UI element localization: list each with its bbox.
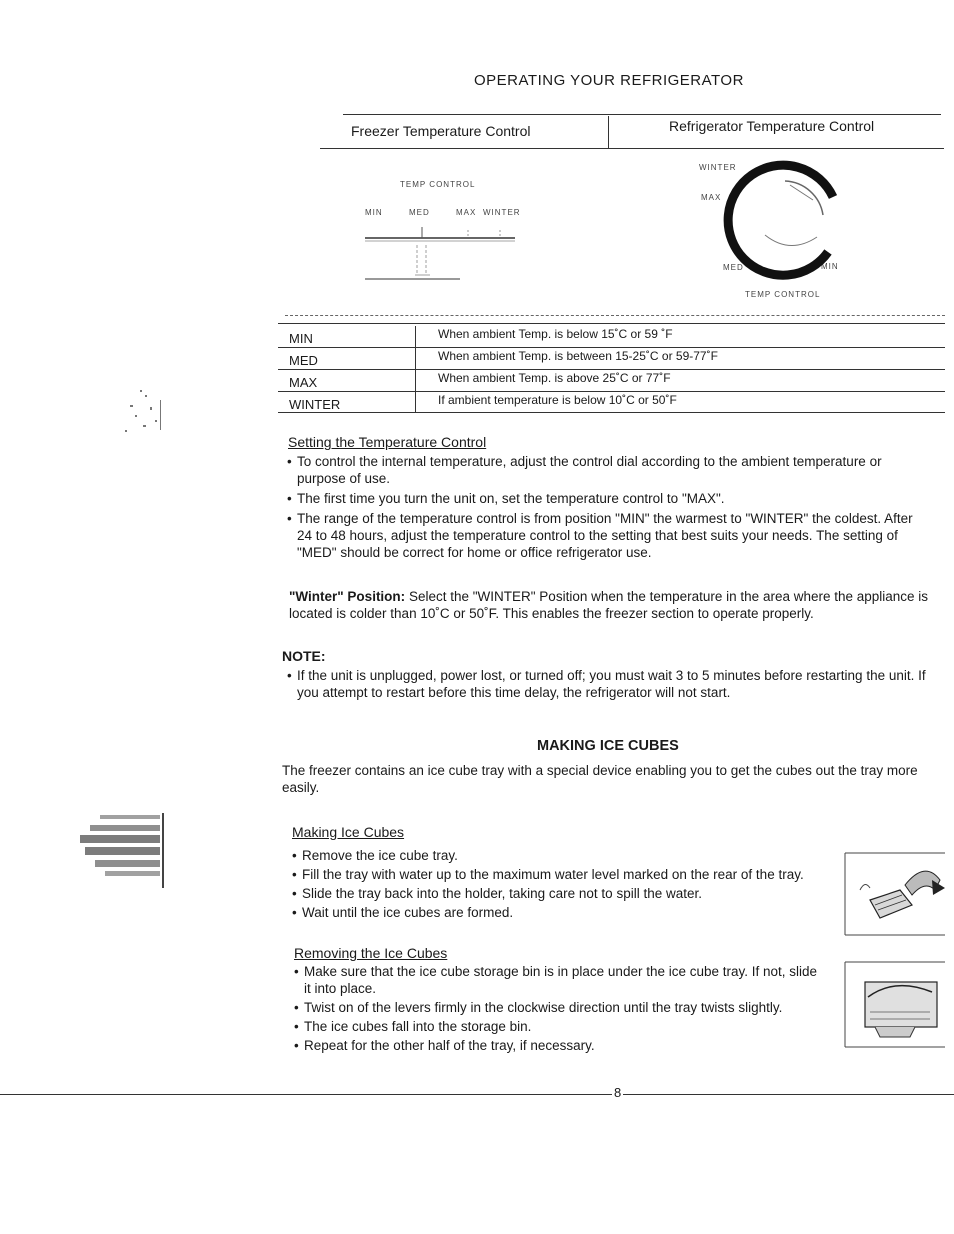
dial-label-min: MIN [821,262,839,271]
making-ice-list [292,847,837,921]
dial-label-winter: WINTER [699,163,737,172]
list-item: • Make sure that the ice cube storage bin is in place under the ice cube tray. If not, slide it into place. [294,963,824,997]
list-item: • The ice cubes fall into the storage bin. [294,1018,824,1035]
table-row-rule [278,391,945,392]
ice-section-intro: The freezer contains an ice cube tray with a special device enabling you to get the cubes out the tray more easily. [282,763,918,795]
page-title: OPERATING YOUR REFRIGERATOR [474,72,744,89]
winter-position-paragraph [289,588,929,622]
table-row-winter-setting: WINTER [289,397,341,412]
dial-label-med: MED [723,263,744,272]
setting-section-list [287,453,922,561]
list-item: • Fill the tray with water up to the maximum water level marked on the rear of the tray. [292,866,837,883]
list-item: • The range of the temperature control is from position "MIN" the warmest to "WINTER" the coldest. After 24 to 48 hours, adjust the temperature control to the setting that best suits your needs. The setting of "MED" should be correct for home or office refrigerator use. [287,510,922,561]
list-item: • Repeat for the other half of the tray, if necessary. [294,1037,824,1054]
list-item: • Wait until the ice cubes are formed. [292,904,837,921]
removing-ice-list [294,963,824,1054]
table-row-winter-description: If ambient temperature is below 10˚C or 50˚F [438,393,677,407]
dial-label-max: MAX [701,193,722,202]
table-row-rule [278,369,945,370]
table-bottom-rule [278,412,945,413]
scan-noise-top [95,385,175,445]
ice-section-heading: MAKING ICE CUBES [537,738,679,754]
winter-position-label: "Winter" Position: [289,589,406,604]
removing-ice-heading: Removing the Ice Cubes [294,945,448,961]
list-item: • Slide the tray back into the holder, taking care not to spill the water. [292,885,837,902]
freezer-diagram-title: TEMP CONTROL [400,180,476,189]
table-row-min-setting: MIN [289,331,313,346]
freezer-label-med: MED [409,208,430,217]
refrigerator-dial-diagram [695,155,845,305]
freezer-slider-graphic [360,175,520,285]
ice-tray-twist-illustration [840,957,950,1052]
table-row-max-setting: MAX [289,375,318,390]
setting-section-heading: Setting the Temperature Control [288,434,487,450]
table-row-max-description: When ambient Temp. is above 25˚C or 77˚F [438,371,671,385]
table-row-rule [278,347,945,348]
dial-graphic [695,155,845,305]
table-row-med-description: When ambient Temp. is between 15-25˚C or 59-77˚F [438,349,718,363]
scan-noise-bottom [60,805,170,895]
list-item: • To control the internal temperature, adjust the control dial according to the ambient temperature or purpose of use. [287,453,922,487]
header-bottom-rule [320,148,944,149]
list-item: • If the unit is unplugged, power lost, or turned off; you must wait 3 to 5 minutes before restarting the unit. If you attempt to restart before this time delay, the refrigerator will not start. [287,667,937,701]
making-ice-heading: Making Ice Cubes [292,824,405,840]
dial-caption: TEMP CONTROL [745,290,821,299]
note-list [287,667,937,701]
page-number: 8 [614,1085,622,1100]
note-heading: NOTE: [282,648,326,664]
list-item: • The first time you turn the unit on, set the temperature control to "MAX". [287,490,922,507]
table-header-rule [278,323,945,324]
freezer-control-heading: Freezer Temperature Control [351,123,531,139]
table-row-min-description: When ambient Temp. is below 15˚C or 59 ˚F [438,327,673,341]
list-item: • Remove the ice cube tray. [292,847,837,864]
header-divider [608,116,609,148]
list-item: • Twist on of the levers firmly in the clockwise direction until the tray twists slightly. [294,999,824,1016]
freezer-label-winter: WINTER [483,208,521,217]
refrigerator-control-heading: Refrigerator Temperature Control [669,118,875,134]
winter-position-text: Select the "WINTER" Position when the temperature in the area where the appliance is located is colder than 10˚C or 50˚F. This enables the freezer section to operate properly. [289,589,929,621]
freezer-label-min: MIN [365,208,383,217]
table-top-rule [285,315,945,316]
table-row-med-setting: MED [289,353,318,368]
header-top-rule [343,114,941,115]
ice-tray-fill-illustration [840,850,950,940]
footer-rule [0,1094,954,1095]
freezer-control-diagram [360,175,520,285]
freezer-label-max: MAX [456,208,477,217]
